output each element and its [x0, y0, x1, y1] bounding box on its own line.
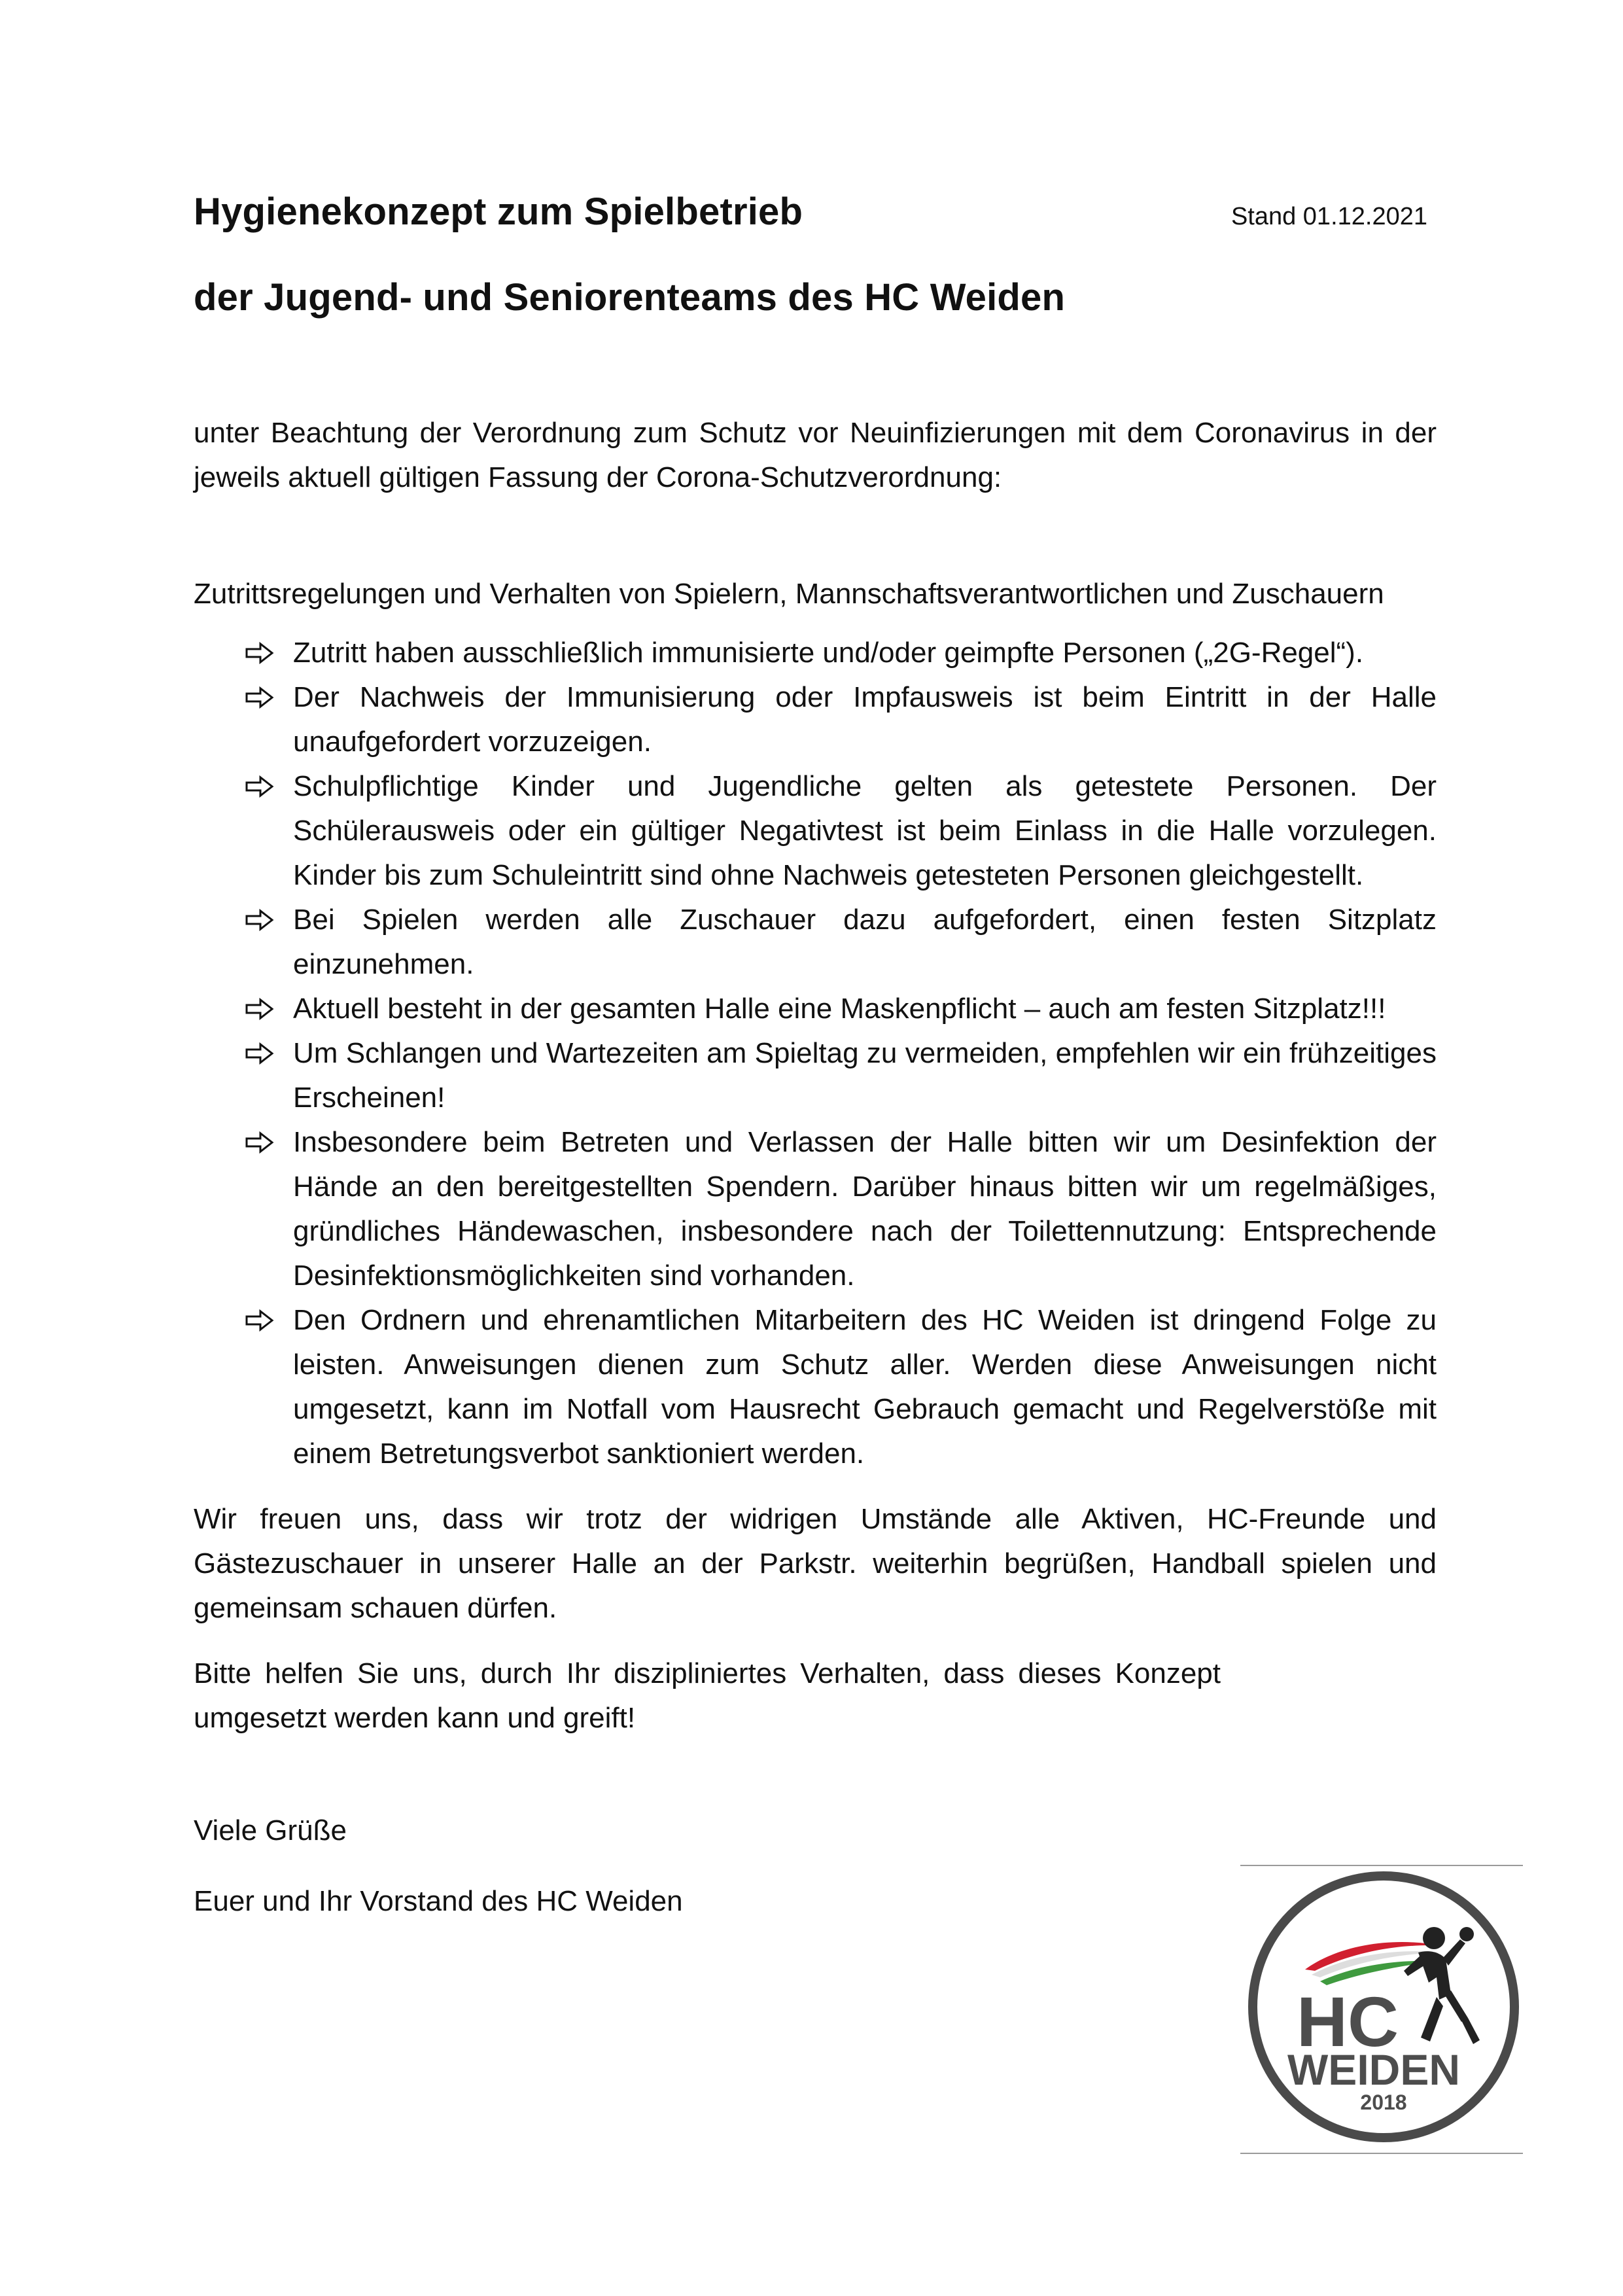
intro-paragraph: unter Beachtung der Verordnung zum Schutz vor Neuinfizierungen mit dem Coronavirus in der jeweils aktuell gültigen Fassung der Corona-Schutzverordnung:	[194, 417, 1437, 493]
rule-text: Insbesondere beim Betreten und Verlassen der Halle bitten wir um Desinfektion der Hände an den bereitgestellten Spendern. Darüber hinaus bitten wir um regelmäßiges, gründliches Händewaschen, insbesondere nach der Toilettennutzung: Entsprechende Desinfektionsmöglichkeiten sind vorhanden.	[293, 1126, 1437, 1292]
hc-weiden-logo	[1243, 1866, 1524, 2147]
rule-item	[194, 764, 1437, 898]
closing-paragraph: Wir freuen uns, dass wir trotz der widrigen Umstände alle Aktiven, HC-Freunde und Gästezuschauer in unserer Halle an der Parkstr. weiterhin begrüßen, Handball spielen und gemeinsam schauen dürfen.	[194, 1503, 1437, 1624]
rule-item	[194, 675, 1437, 764]
outline-right-arrow-icon	[245, 641, 275, 665]
rule-item	[194, 1298, 1437, 1476]
logo-hc-text: HC	[1297, 1982, 1399, 2061]
rule-item	[194, 1120, 1437, 1298]
rules-list	[194, 631, 1437, 1476]
hc-weiden-logo-graphic	[1243, 1866, 1524, 2147]
outline-right-arrow-icon	[245, 908, 275, 932]
logo-divider-bottom	[1240, 2153, 1523, 2154]
outline-right-arrow-icon	[245, 997, 275, 1021]
help-paragraph: Bitte helfen Sie uns, durch Ihr diszipliniertes Verhalten, dass dieses Konzept umgesetzt werden kann und greift!	[194, 1657, 1221, 1734]
rule-item	[194, 1031, 1437, 1120]
outline-right-arrow-icon	[245, 1042, 275, 1065]
rule-item	[194, 898, 1437, 987]
rule-text: Bei Spielen werden alle Zuschauer dazu aufgefordert, einen festen Sitzplatz einzunehmen.	[293, 904, 1437, 980]
signature: Euer und Ihr Vorstand des HC Weiden	[194, 1885, 683, 1917]
outline-right-arrow-icon	[245, 686, 275, 709]
rule-item	[194, 987, 1437, 1031]
rule-text: Aktuell besteht in der gesamten Halle eine Maskenpflicht – auch am festen Sitzplatz!!!	[293, 993, 1386, 1025]
title-row	[194, 190, 1437, 262]
rule-text: Den Ordnern und ehrenamtlichen Mitarbeitern des HC Weiden ist dringend Folge zu leisten. Anweisungen dienen zum Schutz aller. Werden diese Anweisungen nicht umgesetzt, kann im Notfall vom Hausrecht Gebrauch gemacht und Regelverstöße mit einem Betretungsverbot sanktioniert werden.	[293, 1304, 1437, 1470]
logo-weiden-text: WEIDEN	[1287, 2045, 1460, 2094]
document-subtitle: der Jugend- und Seniorenteams des HC Weiden	[194, 276, 1066, 319]
rules-heading: Zutrittsregelungen und Verhalten von Spielern, Mannschaftsverantwortlichen und Zuschauern	[194, 578, 1384, 610]
outline-right-arrow-icon	[245, 775, 275, 798]
rule-text: Zutritt haben ausschließlich immunisierte und/oder geimpfte Personen („2G-Regel“).	[293, 637, 1364, 669]
rule-text: Der Nachweis der Immunisierung oder Impfausweis ist beim Eintritt in der Halle unaufgefordert vorzuzeigen.	[293, 681, 1437, 758]
document-date: Stand 01.12.2021	[1230, 203, 1427, 230]
outline-right-arrow-icon	[245, 1309, 275, 1332]
rule-item	[194, 631, 1437, 675]
document-title: Hygienekonzept zum Spielbetrieb	[194, 190, 803, 233]
logo-year-text: 2018	[1360, 2091, 1407, 2114]
rule-text: Schulpflichtige Kinder und Jugendliche gelten als getestete Personen. Der Schülerausweis oder ein gültiger Negativtest ist beim Einlass in die Halle vorzulegen. Kinder bis zum Schuleintritt sind ohne Nachweis getesteten Personen gleichgestellt.	[293, 770, 1437, 891]
document-body	[194, 190, 1437, 1924]
rule-text: Um Schlangen und Wartezeiten am Spieltag zu vermeiden, empfehlen wir ein frühzeitiges Erscheinen!	[293, 1037, 1437, 1114]
greeting: Viele Grüße	[194, 1814, 347, 1846]
outline-right-arrow-icon	[245, 1131, 275, 1154]
